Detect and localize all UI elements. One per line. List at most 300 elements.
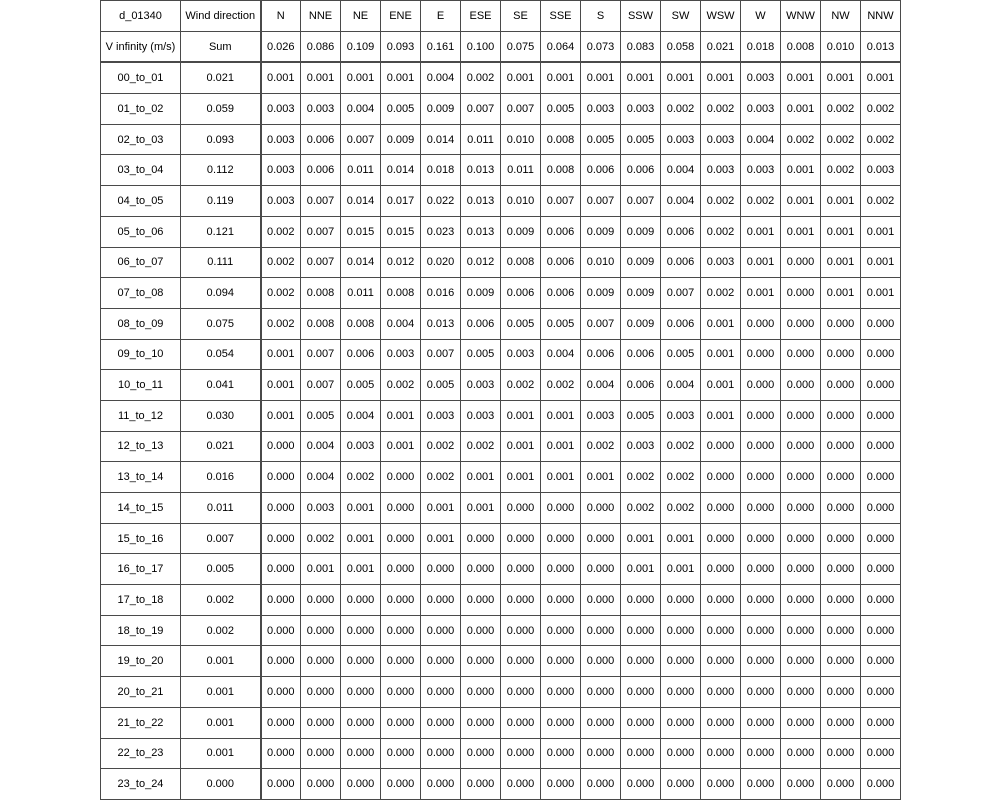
frequency-cell: 0.000 — [741, 615, 781, 646]
row-sum-cell: 0.001 — [181, 738, 261, 769]
frequency-cell: 0.006 — [661, 308, 701, 339]
frequency-cell: 0.000 — [781, 615, 821, 646]
frequency-cell: 0.000 — [701, 769, 741, 800]
frequency-cell: 0.001 — [701, 370, 741, 401]
table-row — [101, 523, 901, 554]
frequency-cell: 0.005 — [621, 124, 661, 155]
frequency-cell: 0.000 — [821, 738, 861, 769]
row-sum-cell: 0.011 — [181, 493, 261, 524]
frequency-cell: 0.001 — [501, 400, 541, 431]
frequency-cell: 0.000 — [421, 646, 461, 677]
row-sum-cell: 0.021 — [181, 62, 261, 93]
row-sum-cell: 0.001 — [181, 677, 261, 708]
table-row — [101, 462, 901, 493]
frequency-cell: 0.005 — [581, 124, 621, 155]
frequency-cell: 0.002 — [701, 186, 741, 217]
direction-total-cell: 0.008 — [781, 31, 821, 62]
frequency-cell: 0.001 — [701, 400, 741, 431]
frequency-cell: 0.002 — [661, 493, 701, 524]
frequency-cell: 0.000 — [421, 738, 461, 769]
frequency-cell: 0.000 — [621, 707, 661, 738]
frequency-cell: 0.000 — [541, 646, 581, 677]
header-row-directions — [101, 1, 901, 32]
frequency-cell: 0.002 — [701, 216, 741, 247]
frequency-cell: 0.000 — [501, 554, 541, 585]
frequency-cell: 0.009 — [621, 247, 661, 278]
frequency-cell: 0.000 — [861, 431, 901, 462]
frequency-cell: 0.000 — [421, 677, 461, 708]
frequency-cell: 0.007 — [301, 370, 341, 401]
row-sum-cell: 0.119 — [181, 186, 261, 217]
frequency-cell: 0.000 — [861, 370, 901, 401]
frequency-cell: 0.000 — [621, 585, 661, 616]
frequency-cell: 0.000 — [301, 707, 341, 738]
frequency-cell: 0.000 — [621, 615, 661, 646]
speed-bin-label: 17_to_18 — [101, 585, 181, 616]
frequency-cell: 0.000 — [861, 585, 901, 616]
frequency-cell: 0.007 — [301, 216, 341, 247]
frequency-cell: 0.000 — [381, 585, 421, 616]
frequency-cell: 0.000 — [701, 462, 741, 493]
frequency-cell: 0.006 — [621, 370, 661, 401]
frequency-cell: 0.005 — [421, 370, 461, 401]
frequency-cell: 0.000 — [301, 677, 341, 708]
direction-total-cell: 0.083 — [621, 31, 661, 62]
frequency-cell: 0.008 — [501, 247, 541, 278]
frequency-cell: 0.000 — [261, 615, 301, 646]
frequency-cell: 0.002 — [861, 124, 901, 155]
frequency-cell: 0.000 — [701, 707, 741, 738]
frequency-cell: 0.004 — [341, 94, 381, 125]
frequency-cell: 0.000 — [821, 769, 861, 800]
row-sum-cell: 0.001 — [181, 707, 261, 738]
frequency-cell: 0.000 — [821, 308, 861, 339]
direction-total-cell: 0.018 — [741, 31, 781, 62]
row-sum-cell: 0.093 — [181, 124, 261, 155]
frequency-cell: 0.012 — [381, 247, 421, 278]
frequency-cell: 0.003 — [581, 400, 621, 431]
frequency-cell: 0.001 — [701, 339, 741, 370]
table-row — [101, 278, 901, 309]
table-row — [101, 186, 901, 217]
frequency-cell: 0.000 — [381, 769, 421, 800]
frequency-cell: 0.007 — [541, 186, 581, 217]
frequency-cell: 0.006 — [661, 216, 701, 247]
frequency-cell: 0.000 — [541, 677, 581, 708]
row-sum-cell: 0.075 — [181, 308, 261, 339]
frequency-cell: 0.000 — [741, 646, 781, 677]
frequency-cell: 0.000 — [381, 462, 421, 493]
frequency-cell: 0.001 — [301, 62, 341, 93]
frequency-cell: 0.006 — [341, 339, 381, 370]
frequency-cell: 0.008 — [541, 155, 581, 186]
frequency-cell: 0.000 — [501, 707, 541, 738]
frequency-cell: 0.006 — [461, 308, 501, 339]
frequency-cell: 0.000 — [381, 677, 421, 708]
direction-total-cell: 0.021 — [701, 31, 741, 62]
frequency-cell: 0.000 — [861, 308, 901, 339]
speed-bin-label: 10_to_11 — [101, 370, 181, 401]
frequency-cell: 0.000 — [261, 769, 301, 800]
frequency-cell: 0.002 — [861, 186, 901, 217]
frequency-cell: 0.001 — [341, 62, 381, 93]
frequency-cell: 0.001 — [861, 216, 901, 247]
frequency-cell: 0.000 — [301, 738, 341, 769]
frequency-cell: 0.000 — [861, 738, 901, 769]
frequency-cell: 0.005 — [301, 400, 341, 431]
frequency-cell: 0.001 — [621, 62, 661, 93]
frequency-cell: 0.000 — [501, 738, 541, 769]
frequency-cell: 0.000 — [661, 585, 701, 616]
direction-total-cell: 0.109 — [341, 31, 381, 62]
frequency-cell: 0.000 — [461, 769, 501, 800]
frequency-cell: 0.000 — [581, 585, 621, 616]
frequency-cell: 0.000 — [781, 523, 821, 554]
speed-bin-label: 05_to_06 — [101, 216, 181, 247]
frequency-cell: 0.006 — [501, 278, 541, 309]
frequency-cell: 0.001 — [861, 278, 901, 309]
frequency-cell: 0.000 — [661, 646, 701, 677]
table-row — [101, 62, 901, 93]
frequency-cell: 0.001 — [501, 62, 541, 93]
frequency-cell: 0.000 — [541, 738, 581, 769]
frequency-cell: 0.001 — [261, 370, 301, 401]
frequency-cell: 0.000 — [821, 646, 861, 677]
frequency-cell: 0.003 — [701, 247, 741, 278]
frequency-cell: 0.000 — [301, 646, 341, 677]
frequency-cell: 0.006 — [581, 155, 621, 186]
frequency-cell: 0.001 — [661, 554, 701, 585]
frequency-cell: 0.001 — [341, 523, 381, 554]
frequency-cell: 0.001 — [661, 523, 701, 554]
frequency-cell: 0.000 — [581, 523, 621, 554]
direction-total-cell: 0.026 — [261, 31, 301, 62]
speed-bin-label: 01_to_02 — [101, 94, 181, 125]
frequency-cell: 0.003 — [301, 94, 341, 125]
direction-header-cell: WSW — [701, 1, 741, 32]
frequency-cell: 0.000 — [741, 308, 781, 339]
speed-bin-label: 00_to_01 — [101, 62, 181, 93]
frequency-cell: 0.008 — [381, 278, 421, 309]
frequency-cell: 0.014 — [341, 247, 381, 278]
frequency-cell: 0.003 — [701, 155, 741, 186]
frequency-cell: 0.001 — [341, 554, 381, 585]
frequency-cell: 0.000 — [821, 554, 861, 585]
frequency-cell: 0.005 — [541, 94, 581, 125]
frequency-cell: 0.000 — [701, 585, 741, 616]
direction-header-cell: ESE — [461, 1, 501, 32]
frequency-cell: 0.004 — [421, 62, 461, 93]
frequency-cell: 0.005 — [541, 308, 581, 339]
frequency-cell: 0.001 — [501, 431, 541, 462]
frequency-cell: 0.000 — [821, 400, 861, 431]
frequency-cell: 0.000 — [781, 308, 821, 339]
frequency-cell: 0.000 — [341, 769, 381, 800]
direction-header-cell: NNW — [861, 1, 901, 32]
frequency-cell: 0.007 — [661, 278, 701, 309]
frequency-cell: 0.002 — [661, 462, 701, 493]
frequency-cell: 0.000 — [781, 370, 821, 401]
frequency-cell: 0.008 — [541, 124, 581, 155]
frequency-cell: 0.000 — [541, 493, 581, 524]
frequency-cell: 0.008 — [301, 308, 341, 339]
frequency-cell: 0.000 — [341, 646, 381, 677]
frequency-cell: 0.003 — [341, 431, 381, 462]
direction-total-cell: 0.064 — [541, 31, 581, 62]
direction-header-cell: ENE — [381, 1, 421, 32]
frequency-cell: 0.009 — [421, 94, 461, 125]
frequency-cell: 0.000 — [381, 615, 421, 646]
frequency-cell: 0.013 — [461, 186, 501, 217]
row-sum-cell: 0.021 — [181, 431, 261, 462]
direction-total-cell: 0.086 — [301, 31, 341, 62]
row-sum-cell: 0.041 — [181, 370, 261, 401]
speed-header: V infinity (m/s) — [101, 31, 181, 62]
direction-header-cell: SE — [501, 1, 541, 32]
frequency-cell: 0.000 — [421, 554, 461, 585]
speed-bin-label: 06_to_07 — [101, 247, 181, 278]
speed-bin-label: 20_to_21 — [101, 677, 181, 708]
speed-bin-label: 08_to_09 — [101, 308, 181, 339]
frequency-cell: 0.000 — [581, 646, 621, 677]
frequency-cell: 0.001 — [381, 431, 421, 462]
speed-bin-label: 19_to_20 — [101, 646, 181, 677]
frequency-cell: 0.001 — [381, 400, 421, 431]
frequency-cell: 0.000 — [501, 677, 541, 708]
frequency-cell: 0.007 — [341, 124, 381, 155]
frequency-cell: 0.001 — [781, 216, 821, 247]
frequency-cell: 0.000 — [501, 646, 541, 677]
frequency-cell: 0.002 — [261, 247, 301, 278]
frequency-cell: 0.000 — [781, 646, 821, 677]
frequency-cell: 0.000 — [821, 462, 861, 493]
frequency-cell: 0.000 — [821, 493, 861, 524]
direction-total-cell: 0.100 — [461, 31, 501, 62]
frequency-cell: 0.003 — [461, 400, 501, 431]
frequency-cell: 0.017 — [381, 186, 421, 217]
frequency-cell: 0.000 — [741, 554, 781, 585]
frequency-cell: 0.002 — [621, 493, 661, 524]
speed-bin-label: 16_to_17 — [101, 554, 181, 585]
frequency-cell: 0.003 — [301, 493, 341, 524]
frequency-cell: 0.000 — [741, 738, 781, 769]
direction-header-cell: WNW — [781, 1, 821, 32]
frequency-cell: 0.014 — [341, 186, 381, 217]
frequency-cell: 0.000 — [621, 677, 661, 708]
frequency-cell: 0.000 — [741, 370, 781, 401]
frequency-cell: 0.001 — [261, 339, 301, 370]
frequency-cell: 0.000 — [781, 400, 821, 431]
corner-label: d_01340 — [101, 1, 181, 32]
speed-bin-label: 18_to_19 — [101, 615, 181, 646]
frequency-cell: 0.000 — [741, 462, 781, 493]
speed-bin-label: 09_to_10 — [101, 339, 181, 370]
frequency-cell: 0.022 — [421, 186, 461, 217]
frequency-cell: 0.001 — [541, 400, 581, 431]
frequency-cell: 0.003 — [741, 155, 781, 186]
frequency-cell: 0.001 — [661, 62, 701, 93]
frequency-cell: 0.011 — [341, 155, 381, 186]
frequency-cell: 0.009 — [461, 278, 501, 309]
frequency-cell: 0.000 — [581, 554, 621, 585]
frequency-cell: 0.000 — [261, 493, 301, 524]
speed-bin-label: 11_to_12 — [101, 400, 181, 431]
frequency-cell: 0.011 — [341, 278, 381, 309]
frequency-cell: 0.000 — [701, 615, 741, 646]
row-sum-cell: 0.002 — [181, 615, 261, 646]
frequency-cell: 0.004 — [581, 370, 621, 401]
frequency-cell: 0.003 — [261, 94, 301, 125]
frequency-cell: 0.005 — [661, 339, 701, 370]
frequency-cell: 0.004 — [381, 308, 421, 339]
speed-bin-label: 07_to_08 — [101, 278, 181, 309]
table-row — [101, 155, 901, 186]
speed-bin-label: 13_to_14 — [101, 462, 181, 493]
frequency-cell: 0.000 — [541, 523, 581, 554]
frequency-cell: 0.000 — [821, 431, 861, 462]
frequency-cell: 0.004 — [661, 370, 701, 401]
direction-header-cell: E — [421, 1, 461, 32]
row-sum-cell: 0.007 — [181, 523, 261, 554]
frequency-cell: 0.009 — [381, 124, 421, 155]
frequency-cell: 0.000 — [781, 707, 821, 738]
frequency-cell: 0.005 — [381, 94, 421, 125]
frequency-cell: 0.003 — [701, 124, 741, 155]
frequency-cell: 0.009 — [501, 216, 541, 247]
frequency-cell: 0.004 — [341, 400, 381, 431]
frequency-cell: 0.006 — [541, 247, 581, 278]
frequency-cell: 0.010 — [581, 247, 621, 278]
direction-header-cell: SSE — [541, 1, 581, 32]
frequency-cell: 0.000 — [821, 707, 861, 738]
frequency-cell: 0.002 — [381, 370, 421, 401]
frequency-cell: 0.000 — [821, 370, 861, 401]
direction-header-cell: NNE — [301, 1, 341, 32]
frequency-cell: 0.003 — [461, 370, 501, 401]
frequency-cell: 0.006 — [621, 339, 661, 370]
frequency-cell: 0.000 — [341, 615, 381, 646]
table-row — [101, 370, 901, 401]
frequency-cell: 0.013 — [461, 155, 501, 186]
frequency-cell: 0.000 — [701, 646, 741, 677]
frequency-cell: 0.003 — [261, 186, 301, 217]
frequency-cell: 0.006 — [301, 155, 341, 186]
frequency-cell: 0.000 — [701, 738, 741, 769]
speed-bin-label: 14_to_15 — [101, 493, 181, 524]
frequency-cell: 0.000 — [381, 646, 421, 677]
frequency-cell: 0.000 — [581, 615, 621, 646]
frequency-cell: 0.000 — [581, 677, 621, 708]
sum-label: Sum — [181, 31, 261, 62]
frequency-cell: 0.000 — [861, 554, 901, 585]
frequency-cell: 0.000 — [301, 615, 341, 646]
direction-total-cell: 0.093 — [381, 31, 421, 62]
frequency-cell: 0.000 — [461, 677, 501, 708]
frequency-cell: 0.006 — [301, 124, 341, 155]
frequency-cell: 0.007 — [421, 339, 461, 370]
frequency-cell: 0.000 — [461, 554, 501, 585]
frequency-cell: 0.001 — [821, 62, 861, 93]
frequency-cell: 0.000 — [261, 523, 301, 554]
frequency-cell: 0.000 — [461, 523, 501, 554]
frequency-cell: 0.006 — [661, 247, 701, 278]
frequency-cell: 0.000 — [821, 585, 861, 616]
direction-total-cell: 0.010 — [821, 31, 861, 62]
frequency-cell: 0.000 — [461, 707, 501, 738]
frequency-cell: 0.001 — [861, 247, 901, 278]
frequency-cell: 0.000 — [621, 738, 661, 769]
frequency-cell: 0.009 — [621, 308, 661, 339]
row-sum-cell: 0.094 — [181, 278, 261, 309]
frequency-cell: 0.000 — [861, 707, 901, 738]
frequency-cell: 0.004 — [301, 431, 341, 462]
frequency-cell: 0.023 — [421, 216, 461, 247]
frequency-cell: 0.000 — [261, 462, 301, 493]
table-row — [101, 585, 901, 616]
frequency-cell: 0.002 — [581, 431, 621, 462]
frequency-cell: 0.003 — [261, 124, 301, 155]
frequency-cell: 0.000 — [781, 554, 821, 585]
frequency-cell: 0.005 — [621, 400, 661, 431]
frequency-cell: 0.001 — [701, 62, 741, 93]
frequency-cell: 0.003 — [381, 339, 421, 370]
frequency-cell: 0.018 — [421, 155, 461, 186]
row-sum-cell: 0.059 — [181, 94, 261, 125]
frequency-cell: 0.016 — [421, 278, 461, 309]
frequency-cell: 0.000 — [461, 585, 501, 616]
frequency-cell: 0.002 — [541, 370, 581, 401]
frequency-cell: 0.001 — [781, 62, 821, 93]
frequency-cell: 0.000 — [261, 585, 301, 616]
frequency-cell: 0.000 — [461, 615, 501, 646]
frequency-cell: 0.000 — [661, 707, 701, 738]
frequency-cell: 0.002 — [661, 431, 701, 462]
direction-header-cell: W — [741, 1, 781, 32]
frequency-cell: 0.001 — [821, 216, 861, 247]
frequency-cell: 0.000 — [341, 738, 381, 769]
row-sum-cell: 0.001 — [181, 646, 261, 677]
frequency-cell: 0.000 — [861, 339, 901, 370]
frequency-cell: 0.000 — [741, 769, 781, 800]
frequency-cell: 0.000 — [781, 677, 821, 708]
row-sum-cell: 0.030 — [181, 400, 261, 431]
table-row — [101, 400, 901, 431]
frequency-cell: 0.000 — [661, 677, 701, 708]
frequency-cell: 0.009 — [581, 216, 621, 247]
frequency-cell: 0.001 — [261, 400, 301, 431]
frequency-cell: 0.000 — [581, 769, 621, 800]
row-sum-cell: 0.121 — [181, 216, 261, 247]
frequency-cell: 0.000 — [821, 615, 861, 646]
frequency-cell: 0.002 — [461, 431, 501, 462]
frequency-cell: 0.007 — [581, 186, 621, 217]
frequency-cell: 0.000 — [701, 523, 741, 554]
table-row — [101, 431, 901, 462]
table-row — [101, 493, 901, 524]
frequency-cell: 0.013 — [461, 216, 501, 247]
frequency-cell: 0.001 — [381, 62, 421, 93]
frequency-cell: 0.000 — [701, 431, 741, 462]
frequency-cell: 0.000 — [621, 769, 661, 800]
row-sum-cell: 0.112 — [181, 155, 261, 186]
table-row — [101, 124, 901, 155]
frequency-cell: 0.003 — [861, 155, 901, 186]
frequency-cell: 0.000 — [261, 677, 301, 708]
frequency-cell: 0.010 — [501, 124, 541, 155]
row-sum-cell: 0.054 — [181, 339, 261, 370]
frequency-cell: 0.000 — [861, 493, 901, 524]
frequency-cell: 0.000 — [541, 769, 581, 800]
